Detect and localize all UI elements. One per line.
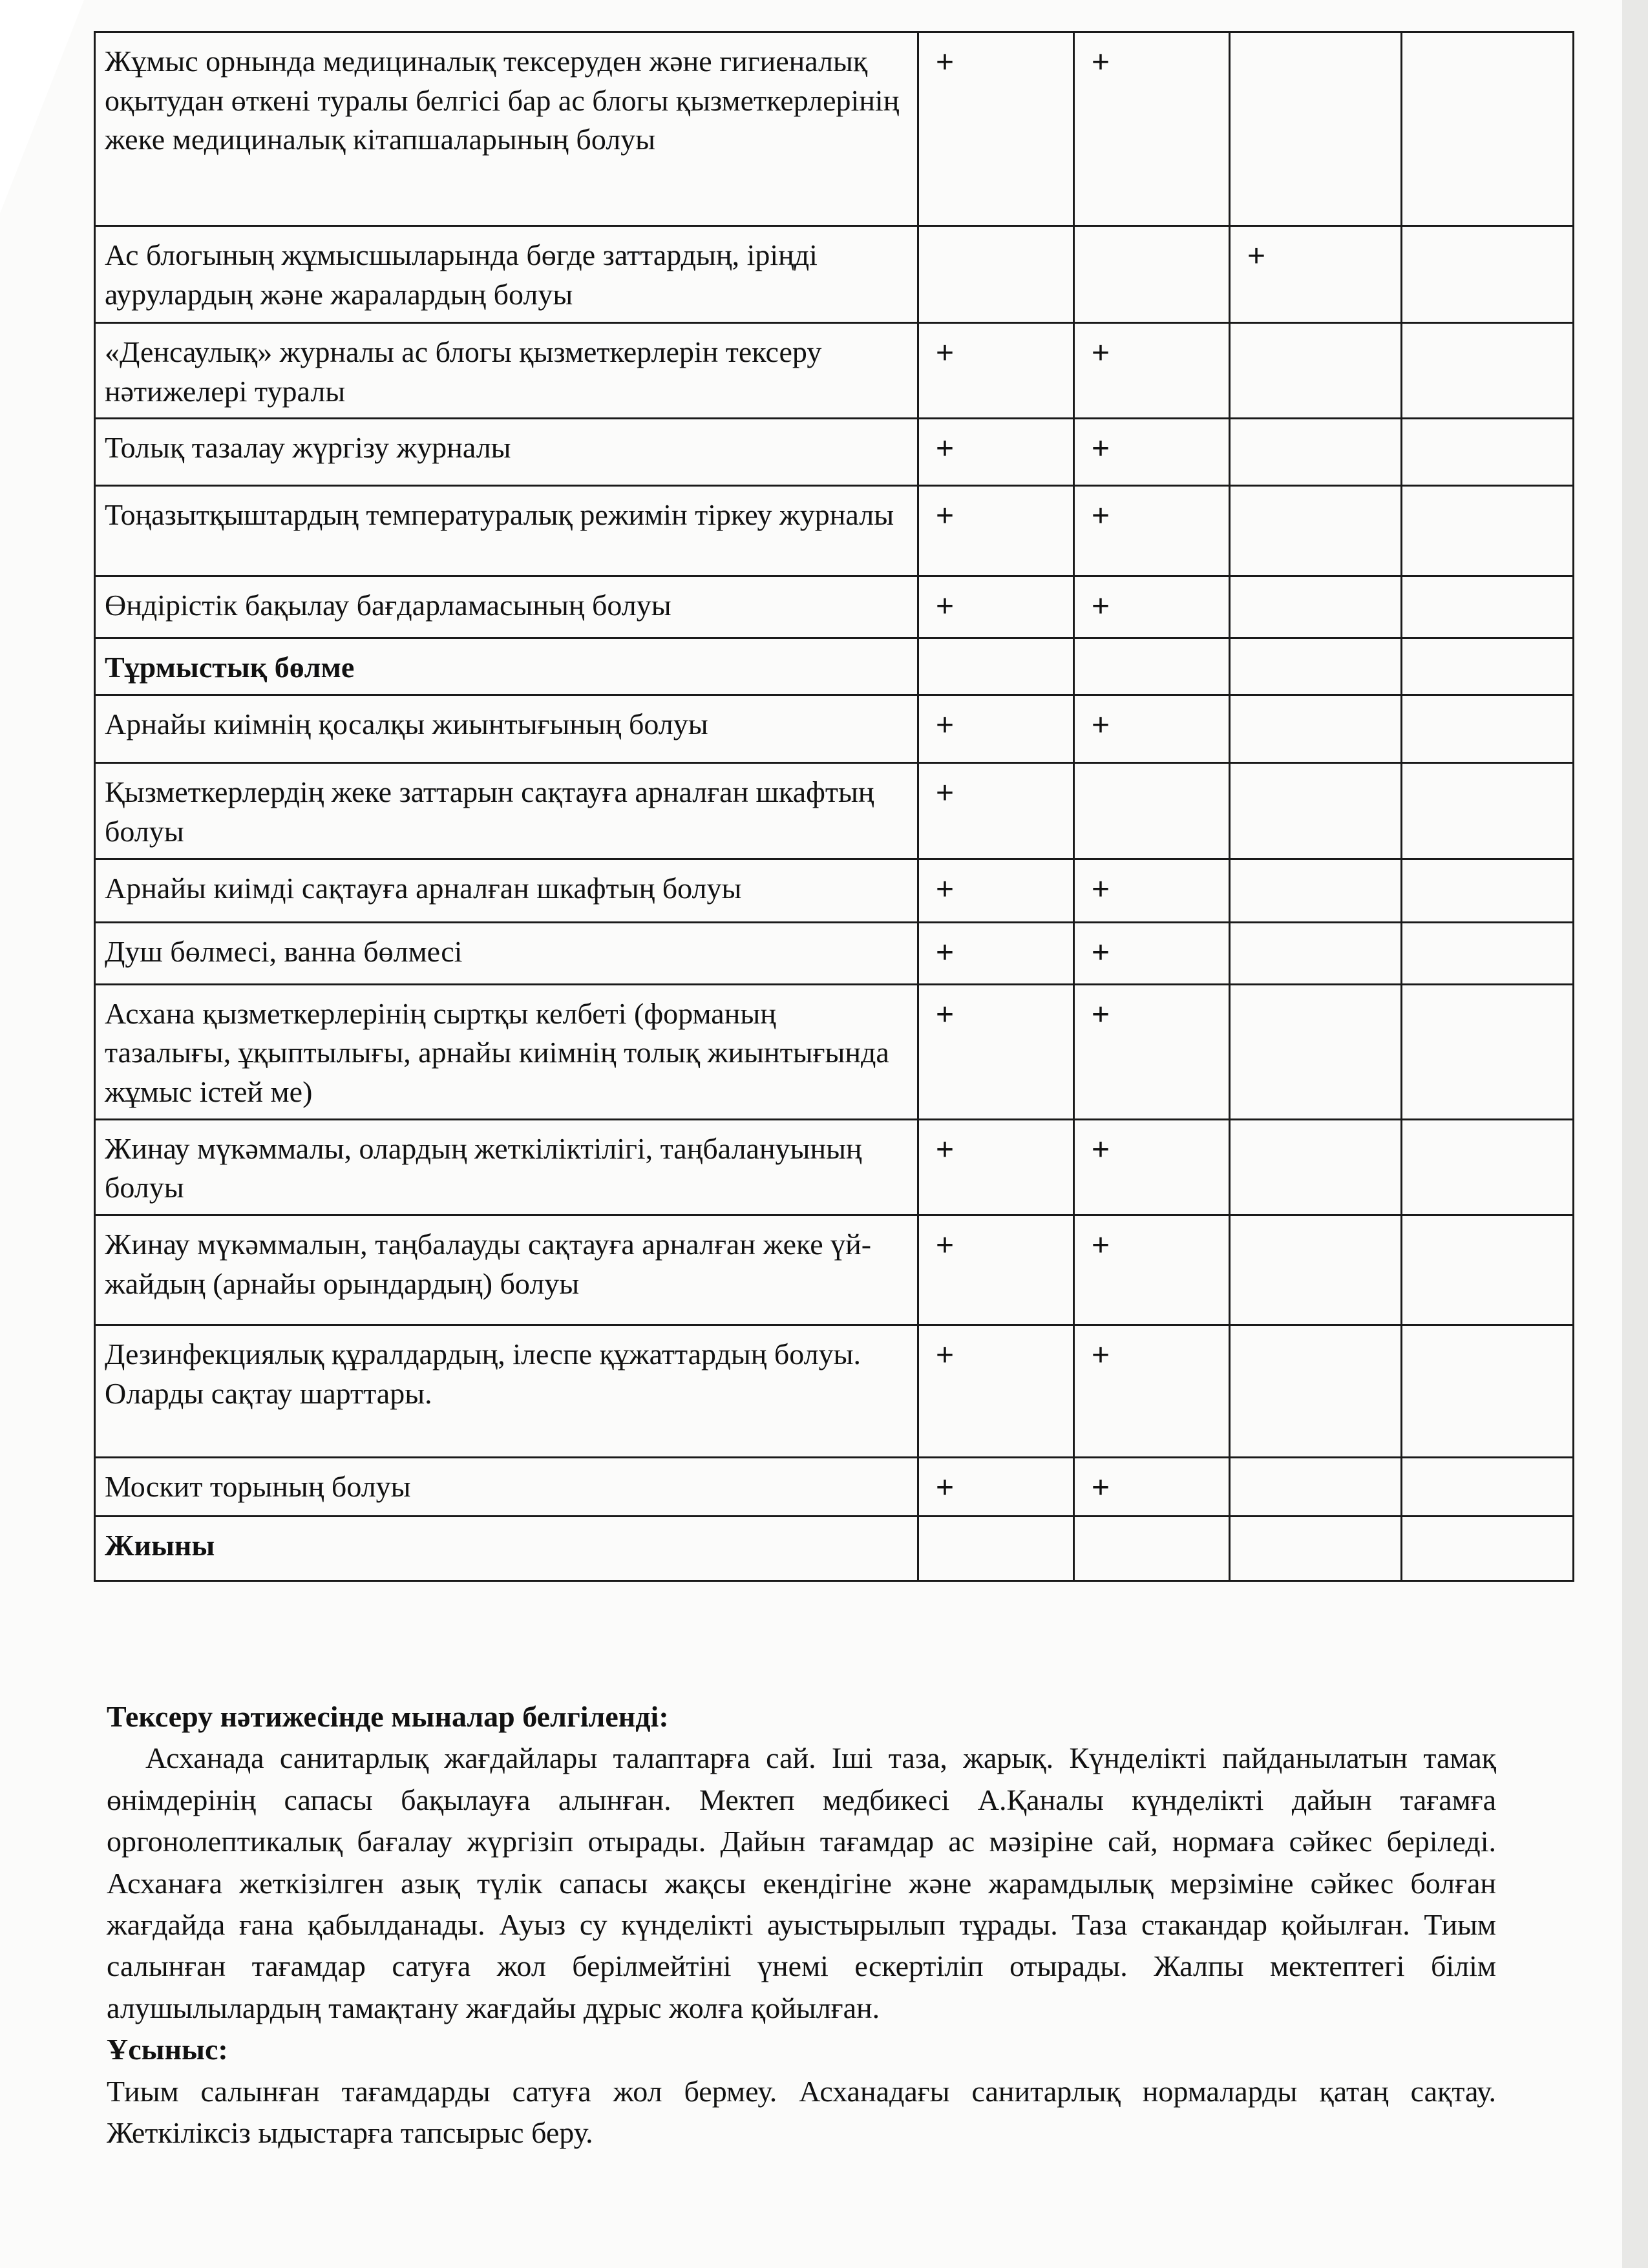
plus-mark: +: [1092, 432, 1110, 467]
mark-cell: [918, 32, 1074, 226]
mark-cell: [1230, 419, 1402, 486]
scan-edge: [1622, 0, 1648, 2268]
plus-mark: +: [936, 499, 955, 534]
mark-cell: [1074, 576, 1230, 638]
row-label: Тұрмыстық бөлме: [95, 638, 918, 695]
mark-cell: [1402, 1458, 1574, 1516]
plus-mark: +: [1247, 239, 1266, 273]
plus-mark: +: [936, 1338, 955, 1373]
mark-cell: [1230, 922, 1402, 984]
row-label: Дезинфекциялық құралдардың, ілеспе құжаттардың болуы. Оларды сақтау шарттары.: [95, 1325, 918, 1458]
mark-cell: [1230, 576, 1402, 638]
mark-cell: [1074, 638, 1230, 695]
mark-cell: [918, 922, 1074, 984]
row-label: Душ бөлмесі, ванна бөлмесі: [95, 922, 918, 984]
mark-cell: [1230, 226, 1402, 323]
findings-section: [107, 1696, 1496, 2154]
mark-cell: [1074, 695, 1230, 763]
table-row: [95, 323, 1574, 419]
row-label: Жинау мүкәммалын, таңбалауды сақтауға арналған жеке үй-жайдың (арнайы орындардың) болуы: [95, 1215, 918, 1325]
plus-mark: +: [1092, 997, 1110, 1032]
mark-cell: [1230, 32, 1402, 226]
mark-cell: [918, 486, 1074, 576]
mark-cell: [918, 226, 1074, 323]
table-row: [95, 32, 1574, 226]
plus-mark: +: [936, 935, 955, 970]
mark-cell: [1402, 638, 1574, 695]
plus-mark: +: [936, 1132, 955, 1167]
row-label: Тоңазытқыштардың температуралық режимін тіркеу журналы: [95, 486, 918, 576]
mark-cell: [918, 859, 1074, 922]
mark-cell: [1402, 576, 1574, 638]
mark-cell: [918, 576, 1074, 638]
mark-cell: [1074, 859, 1230, 922]
mark-cell: [1402, 763, 1574, 859]
findings-heading: Тексеру нәтижесінде мыналар белгіленді:: [107, 1700, 669, 1733]
plus-mark: +: [1092, 589, 1110, 624]
table-row: [95, 486, 1574, 576]
mark-cell: [1230, 763, 1402, 859]
mark-cell: [1402, 922, 1574, 984]
plus-mark: +: [1092, 708, 1110, 743]
mark-cell: [1230, 1325, 1402, 1458]
table-row: [95, 763, 1574, 859]
mark-cell: [1402, 226, 1574, 323]
mark-cell: [1074, 1215, 1230, 1325]
mark-cell: [1402, 1325, 1574, 1458]
table-row: [95, 419, 1574, 486]
plus-mark: +: [936, 708, 955, 743]
mark-cell: [1230, 1458, 1402, 1516]
table-row: [95, 226, 1574, 323]
table-row: [95, 922, 1574, 984]
mark-cell: [1074, 1516, 1230, 1580]
row-label: Жиыны: [95, 1516, 918, 1580]
mark-cell: [1074, 486, 1230, 576]
plus-mark: +: [1092, 45, 1110, 79]
plus-mark: +: [936, 45, 955, 79]
mark-cell: [918, 984, 1074, 1119]
row-label: Арнайы киімді сақтауға арналған шкафтың болуы: [95, 859, 918, 922]
plus-mark: +: [936, 1471, 955, 1506]
mark-cell: [918, 1458, 1074, 1516]
table-row: [95, 1215, 1574, 1325]
table-row: [95, 984, 1574, 1119]
plus-mark: +: [1092, 336, 1110, 370]
mark-cell: [1402, 859, 1574, 922]
total-row: [95, 1516, 1574, 1580]
mark-cell: [1402, 1119, 1574, 1215]
mark-cell: [1074, 1119, 1230, 1215]
row-label: Қызметкерлердің жеке заттарын сақтауға арналған шкафтың болуы: [95, 763, 918, 859]
mark-cell: [1230, 638, 1402, 695]
plus-mark: +: [1092, 1471, 1110, 1506]
mark-cell: [1074, 984, 1230, 1119]
plus-mark: +: [936, 997, 955, 1032]
row-label: Ас блогының жұмысшыларында бөгде заттардың, іріңді аурулардың және жаралардың болуы: [95, 226, 918, 323]
plus-mark: +: [1092, 1228, 1110, 1263]
mark-cell: [1402, 695, 1574, 763]
mark-cell: [1074, 1458, 1230, 1516]
plus-mark: +: [936, 432, 955, 467]
mark-cell: [1074, 419, 1230, 486]
section-row: [95, 638, 1574, 695]
mark-cell: [1230, 1119, 1402, 1215]
plus-mark: +: [936, 776, 955, 811]
mark-cell: [1230, 984, 1402, 1119]
table-row: [95, 576, 1574, 638]
mark-cell: [1230, 1215, 1402, 1325]
plus-mark: +: [936, 872, 955, 907]
mark-cell: [1402, 1215, 1574, 1325]
recommendation-text: Тиым салынған тағамдарды сатуға жол бермеу. Асханадағы санитарлық нормаларды қатаң сақтау. Жеткіліксіз ыдыстарға тапсырыс беру.: [107, 2074, 1496, 2149]
mark-cell: [1074, 1325, 1230, 1458]
recommendation-heading: Ұсыныс:: [107, 2033, 228, 2066]
row-label: Арнайы киімнің қосалқы жиынтығының болуы: [95, 695, 918, 763]
table-row: [95, 1325, 1574, 1458]
mark-cell: [918, 763, 1074, 859]
row-label: Асхана қызметкерлерінің сыртқы келбеті (форманың тазалығы, ұқыптылығы, арнайы киімнің толық жиынтығында жұмыс істей ме): [95, 984, 918, 1119]
mark-cell: [918, 419, 1074, 486]
mark-cell: [1402, 32, 1574, 226]
folded-corner: [0, 0, 84, 213]
plus-mark: +: [936, 1228, 955, 1263]
table-row: [95, 859, 1574, 922]
mark-cell: [1074, 323, 1230, 419]
plus-mark: +: [1092, 935, 1110, 970]
row-label: «Денсаулық» журналы ас блогы қызметкерлерін тексеру нәтижелері туралы: [95, 323, 918, 419]
mark-cell: [918, 695, 1074, 763]
mark-cell: [1402, 984, 1574, 1119]
plus-mark: +: [1092, 1132, 1110, 1167]
mark-cell: [1074, 763, 1230, 859]
mark-cell: [918, 1119, 1074, 1215]
mark-cell: [1230, 695, 1402, 763]
mark-cell: [1402, 419, 1574, 486]
mark-cell: [1402, 486, 1574, 576]
row-label: Толық тазалау жүргізу журналы: [95, 419, 918, 486]
mark-cell: [918, 638, 1074, 695]
row-label: Москит торының болуы: [95, 1458, 918, 1516]
mark-cell: [1230, 486, 1402, 576]
row-label: Өндірістік бақылау бағдарламасының болуы: [95, 576, 918, 638]
mark-cell: [1402, 323, 1574, 419]
row-label: Жинау мүкәммалы, олардың жеткіліктілігі, таңбалануының болуы: [95, 1119, 918, 1215]
plus-mark: +: [1092, 499, 1110, 534]
plus-mark: +: [936, 336, 955, 370]
mark-cell: [1074, 32, 1230, 226]
mark-cell: [1230, 859, 1402, 922]
inspection-table: [94, 31, 1574, 1582]
mark-cell: [1402, 1516, 1574, 1580]
mark-cell: [1074, 922, 1230, 984]
mark-cell: [918, 323, 1074, 419]
mark-cell: [918, 1215, 1074, 1325]
row-label: Жұмыс орнында медициналық тексеруден және гигиеналық оқытудан өткені туралы белгісі бар ас блогы қызметкерлерінің жеке медициналық кітапшаларының болуы: [95, 32, 918, 226]
mark-cell: [918, 1516, 1074, 1580]
findings-paragraph: Асханада санитарлық жағдайлары талаптарға сай. Іші таза, жарық. Күнделікті пайданылатын тамақ өнімдерінің сапасы бақылауға алынған. Мектеп медбикесі А.Қаналы күнделікті дайын тағамға оргонолептикалық бағалау жүргізіп отырады. Дайын тағамдар ас мәзіріне сай, нормаға сәйкес беріледі. Асханаға жеткізілген азық түлік сапасы жақсы екендігіне және жарамдылық мерзіміне сәйкес болған жағдайда ғана қабылданады. Ауыз су күнделікті ауыстырылып тұрады. Таза стакандар қойылған. Тиым салынған тағамдар сатуға жол берілмейтіні үнемі ескертіліп отырады. Жалпы мектептегі білім алушылылардың тамақтану жағдайы дұрыс жолға қойылған.: [107, 1741, 1496, 2024]
table-row: [95, 1119, 1574, 1215]
plus-mark: +: [1092, 1338, 1110, 1373]
plus-mark: +: [1092, 872, 1110, 907]
table-row: [95, 695, 1574, 763]
plus-mark: +: [936, 589, 955, 624]
mark-cell: [1074, 226, 1230, 323]
mark-cell: [1230, 1516, 1402, 1580]
table-row: [95, 1458, 1574, 1516]
mark-cell: [918, 1325, 1074, 1458]
mark-cell: [1230, 323, 1402, 419]
